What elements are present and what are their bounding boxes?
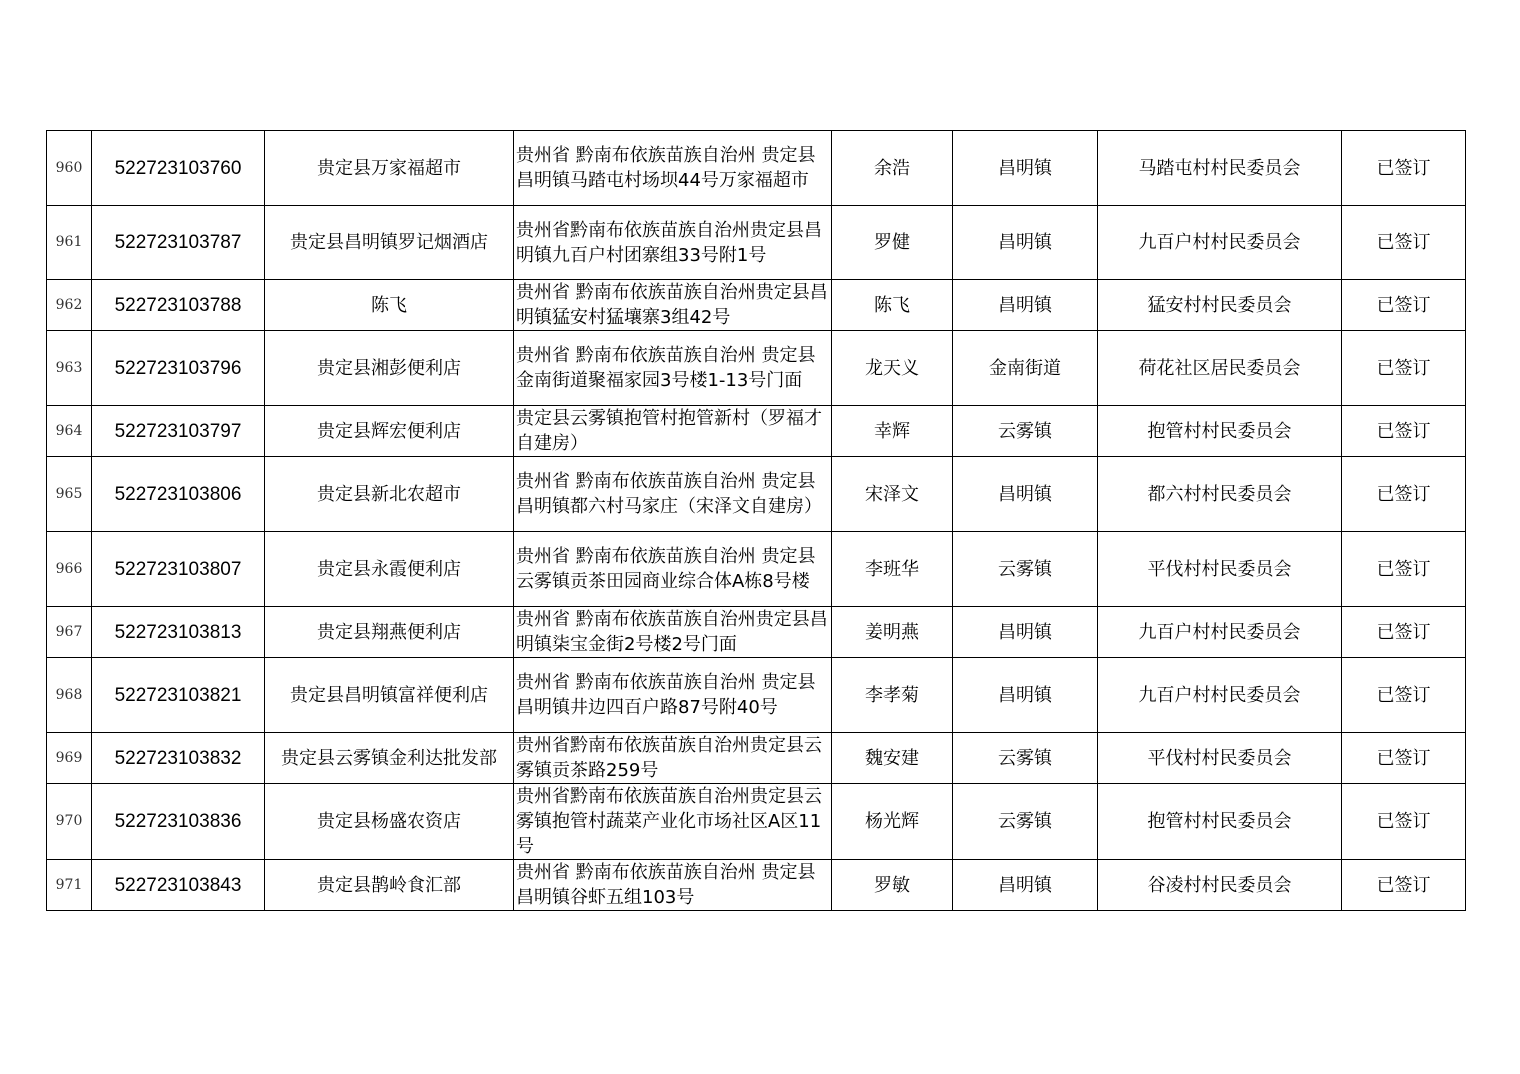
- contact-person-cell: 姜明燕: [832, 607, 953, 658]
- table-row: [47, 206, 1466, 280]
- village-committee-cell: 荷花社区居民委员会: [1098, 331, 1342, 406]
- town-cell: 云雾镇: [953, 733, 1098, 784]
- village-committee-cell: 平伐村村民委员会: [1098, 733, 1342, 784]
- row-number-cell: 971: [47, 860, 92, 911]
- store-name-cell: 贵定县昌明镇富祥便利店: [265, 658, 514, 733]
- address-cell: 贵州省 黔南布依族苗族自治州 贵定县昌明镇马踏屯村场坝44号万家福超市: [514, 131, 832, 206]
- license-code-cell: 522723103836: [92, 784, 265, 860]
- town-cell: 昌明镇: [953, 658, 1098, 733]
- license-code-cell: 522723103760: [92, 131, 265, 206]
- row-number-cell: 968: [47, 658, 92, 733]
- town-cell: 金南街道: [953, 331, 1098, 406]
- table-row: [47, 331, 1466, 406]
- sign-status-cell: 已签订: [1342, 406, 1466, 457]
- store-name-cell: 贵定县万家福超市: [265, 131, 514, 206]
- store-name-cell: 贵定县湘彭便利店: [265, 331, 514, 406]
- town-cell: 昌明镇: [953, 860, 1098, 911]
- license-code-cell: 522723103796: [92, 331, 265, 406]
- license-code-cell: 522723103832: [92, 733, 265, 784]
- town-cell: 云雾镇: [953, 784, 1098, 860]
- table-row: [47, 457, 1466, 532]
- town-cell: 昌明镇: [953, 131, 1098, 206]
- address-cell: 贵州省 黔南布依族苗族自治州 贵定县昌明镇谷虾五组103号: [514, 860, 832, 911]
- table-row: [47, 860, 1466, 911]
- license-code-cell: 522723103787: [92, 206, 265, 280]
- contact-person-cell: 余浩: [832, 131, 953, 206]
- sign-status-cell: 已签订: [1342, 206, 1466, 280]
- village-committee-cell: 马踏屯村村民委员会: [1098, 131, 1342, 206]
- table-body: [47, 131, 1466, 911]
- table-row: [47, 406, 1466, 457]
- village-committee-cell: 九百户村村民委员会: [1098, 607, 1342, 658]
- store-name-cell: 贵定县云雾镇金利达批发部: [265, 733, 514, 784]
- license-code-cell: 522723103806: [92, 457, 265, 532]
- row-number-cell: 965: [47, 457, 92, 532]
- table-row: [47, 607, 1466, 658]
- table-row: [47, 733, 1466, 784]
- row-number-cell: 967: [47, 607, 92, 658]
- store-name-cell: 贵定县辉宏便利店: [265, 406, 514, 457]
- sign-status-cell: 已签订: [1342, 658, 1466, 733]
- address-cell: 贵定县云雾镇抱管村抱管新村（罗福才自建房）: [514, 406, 832, 457]
- store-name-cell: 贵定县鹊岭食汇部: [265, 860, 514, 911]
- village-committee-cell: 九百户村村民委员会: [1098, 206, 1342, 280]
- row-number-cell: 970: [47, 784, 92, 860]
- table-row: [47, 532, 1466, 607]
- row-number-cell: 969: [47, 733, 92, 784]
- village-committee-cell: 九百户村村民委员会: [1098, 658, 1342, 733]
- town-cell: 云雾镇: [953, 406, 1098, 457]
- table-row: [47, 658, 1466, 733]
- address-cell: 贵州省 黔南布依族苗族自治州 贵定县金南街道聚福家园3号楼1-13号门面: [514, 331, 832, 406]
- village-committee-cell: 谷凌村村民委员会: [1098, 860, 1342, 911]
- row-number-cell: 964: [47, 406, 92, 457]
- license-code-cell: 522723103788: [92, 280, 265, 331]
- address-cell: 贵州省黔南布依族苗族自治州贵定县云雾镇贡茶路259号: [514, 733, 832, 784]
- contact-person-cell: 杨光辉: [832, 784, 953, 860]
- village-committee-cell: 抱管村村民委员会: [1098, 784, 1342, 860]
- address-cell: 贵州省黔南布依族苗族自治州贵定县昌明镇九百户村团寨组33号附1号: [514, 206, 832, 280]
- town-cell: 昌明镇: [953, 607, 1098, 658]
- address-cell: 贵州省 黔南布依族苗族自治州 贵定县昌明镇井边四百户路87号附40号: [514, 658, 832, 733]
- sign-status-cell: 已签订: [1342, 607, 1466, 658]
- town-cell: 昌明镇: [953, 457, 1098, 532]
- town-cell: 昌明镇: [953, 206, 1098, 280]
- license-code-cell: 522723103843: [92, 860, 265, 911]
- town-cell: 云雾镇: [953, 532, 1098, 607]
- village-committee-cell: 猛安村村民委员会: [1098, 280, 1342, 331]
- sign-status-cell: 已签订: [1342, 131, 1466, 206]
- row-number-cell: 963: [47, 331, 92, 406]
- village-committee-cell: 抱管村村民委员会: [1098, 406, 1342, 457]
- row-number-cell: 962: [47, 280, 92, 331]
- license-code-cell: 522723103821: [92, 658, 265, 733]
- sign-status-cell: 已签订: [1342, 457, 1466, 532]
- table-row: [47, 280, 1466, 331]
- registry-table: [46, 130, 1466, 911]
- table-row: [47, 784, 1466, 860]
- address-cell: 贵州省 黔南布依族苗族自治州 贵定县昌明镇都六村马家庄（宋泽文自建房）: [514, 457, 832, 532]
- address-cell: 贵州省 黔南布依族苗族自治州 贵定县云雾镇贡茶田园商业综合体A栋8号楼: [514, 532, 832, 607]
- sign-status-cell: 已签订: [1342, 532, 1466, 607]
- license-code-cell: 522723103813: [92, 607, 265, 658]
- row-number-cell: 961: [47, 206, 92, 280]
- village-committee-cell: 都六村村民委员会: [1098, 457, 1342, 532]
- address-cell: 贵州省 黔南布依族苗族自治州贵定县昌明镇柒宝金街2号楼2号门面: [514, 607, 832, 658]
- contact-person-cell: 李孝菊: [832, 658, 953, 733]
- village-committee-cell: 平伐村村民委员会: [1098, 532, 1342, 607]
- contact-person-cell: 宋泽文: [832, 457, 953, 532]
- address-cell: 贵州省黔南布依族苗族自治州贵定县云雾镇抱管村蔬菜产业化市场社区A区11号: [514, 784, 832, 860]
- contact-person-cell: 李班华: [832, 532, 953, 607]
- license-code-cell: 522723103807: [92, 532, 265, 607]
- store-name-cell: 贵定县杨盛农资店: [265, 784, 514, 860]
- contact-person-cell: 龙天义: [832, 331, 953, 406]
- table-row: [47, 131, 1466, 206]
- store-name-cell: 贵定县新北农超市: [265, 457, 514, 532]
- store-name-cell: 贵定县永霞便利店: [265, 532, 514, 607]
- contact-person-cell: 陈飞: [832, 280, 953, 331]
- row-number-cell: 966: [47, 532, 92, 607]
- sign-status-cell: 已签订: [1342, 733, 1466, 784]
- contact-person-cell: 罗健: [832, 206, 953, 280]
- row-number-cell: 960: [47, 131, 92, 206]
- town-cell: 昌明镇: [953, 280, 1098, 331]
- sign-status-cell: 已签订: [1342, 784, 1466, 860]
- store-name-cell: 陈飞: [265, 280, 514, 331]
- contact-person-cell: 罗敏: [832, 860, 953, 911]
- store-name-cell: 贵定县昌明镇罗记烟酒店: [265, 206, 514, 280]
- sign-status-cell: 已签订: [1342, 331, 1466, 406]
- sign-status-cell: 已签订: [1342, 860, 1466, 911]
- contact-person-cell: 魏安建: [832, 733, 953, 784]
- contact-person-cell: 幸辉: [832, 406, 953, 457]
- license-code-cell: 522723103797: [92, 406, 265, 457]
- address-cell: 贵州省 黔南布依族苗族自治州贵定县昌明镇猛安村猛壤寨3组42号: [514, 280, 832, 331]
- sign-status-cell: 已签订: [1342, 280, 1466, 331]
- store-name-cell: 贵定县翔燕便利店: [265, 607, 514, 658]
